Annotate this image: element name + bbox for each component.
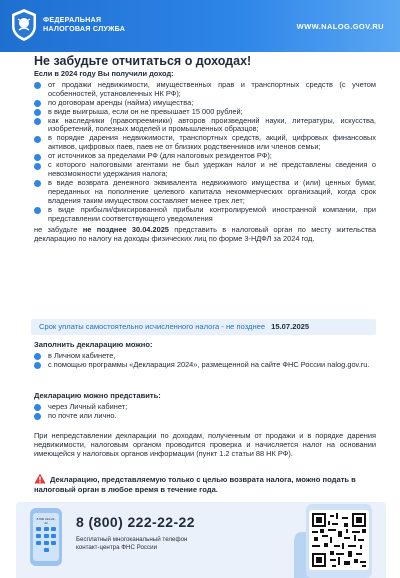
submit-section bbox=[34, 391, 376, 420]
list-item: от продажи недвижимости, имущественных прав и транспортных средств (с учетом особенностей, установленных НК РФ); bbox=[34, 81, 376, 99]
payment-deadline-date: 15.07.2025 bbox=[271, 322, 310, 331]
submit-list bbox=[34, 402, 376, 420]
deadline-date: не позднее 30.04.2025 bbox=[82, 225, 169, 235]
list-item: от источников за пределами РФ (для налоговых резидентов РФ); bbox=[34, 152, 376, 161]
fill-list bbox=[34, 351, 376, 369]
submit-heading: Декларацию можно представить: bbox=[34, 391, 161, 400]
list-item: по договорам аренды (найма) имущества; bbox=[34, 99, 376, 108]
bullet-icon bbox=[34, 136, 41, 143]
list-item: в виде прибыли/фиксированной прибыли контролируемой иностранной компании, при представлении соответствующего уведомления bbox=[34, 206, 376, 224]
site-link[interactable]: WWW.NALOG.GOV.RU bbox=[296, 22, 384, 31]
page-title: Не забудьте отчитаться о доходах! bbox=[34, 54, 252, 68]
org-name-line-1: ФЕДЕРАЛЬНАЯ bbox=[43, 15, 102, 24]
warning-icon bbox=[34, 473, 46, 484]
qr-code[interactable] bbox=[309, 510, 369, 570]
bullet-icon bbox=[34, 404, 41, 411]
bullet-icon bbox=[34, 154, 41, 161]
list-item: в порядке дарения недвижимости, транспортных средств, акций, цифровых финансовых активов, цифровых паев, паев не от близких родственников или членов семьи; bbox=[34, 134, 376, 152]
phone-icon bbox=[30, 508, 62, 566]
list-item: с помощью программы «Декларация 2024», размещенной на сайте ФНС России nalog.gov.ru. bbox=[34, 360, 376, 369]
bullet-icon bbox=[34, 109, 41, 116]
footer-panel bbox=[16, 502, 386, 578]
income-list bbox=[34, 81, 376, 224]
payment-deadline-text: Срок уплаты самостоятельно исчисленного налога - не позднее bbox=[39, 322, 266, 331]
fill-section bbox=[34, 340, 376, 369]
hotline-number[interactable]: 8 (800) 222-22-22 bbox=[76, 514, 195, 530]
list-item: в виде выигрыша, если он не превышает 15 000 рублей; bbox=[34, 108, 376, 117]
income-lead: Если в 2024 году Вы получили доход: bbox=[34, 69, 174, 78]
fill-heading: Заполнить декларацию можно: bbox=[34, 340, 153, 349]
list-item: в виде возврата денежного эквивалента недвижимого имущества и (или) ценных бумаг, переданных на пополнение целевого капитала некоммерческих организаций, когда срок владения таким имуществом составляет менее трех лет; bbox=[34, 179, 376, 206]
phone-screen bbox=[33, 513, 59, 561]
org-name-line-2: НАЛОГОВАЯ СЛУЖБА bbox=[43, 24, 126, 33]
bullet-icon bbox=[34, 118, 41, 125]
bullet-icon bbox=[34, 413, 41, 420]
bullet-icon bbox=[34, 353, 41, 360]
bullet-icon bbox=[34, 362, 41, 369]
warning-note: Декларацию, представляемую только с целью возврата налога, можно подать в налоговый орган в любое время в течение года. bbox=[34, 475, 356, 494]
bullet-icon bbox=[34, 163, 41, 170]
list-item: с которого налоговыми агентами не был удержан налог и не представлены сведения о невозможности удержания налога; bbox=[34, 161, 376, 179]
list-item: через Личный кабинет; bbox=[34, 402, 376, 411]
list-item: в Личном кабинете, bbox=[34, 351, 376, 360]
hotline-caption: Бесплатный многоканальный телефон контакт-центра ФНС России bbox=[76, 536, 188, 551]
income-section bbox=[34, 70, 376, 244]
bullet-icon bbox=[34, 180, 41, 187]
list-item: по почте или лично. bbox=[34, 411, 376, 420]
bullet-icon bbox=[34, 82, 41, 89]
list-item: как наследники (правопреемники) авторов произведений науки, литературы, искусства, изобретений, полезных моделей и промышленных образцов; bbox=[34, 117, 376, 135]
header-bar bbox=[0, 0, 400, 52]
bullet-icon bbox=[34, 100, 41, 107]
bullet-icon bbox=[34, 207, 41, 214]
org-name bbox=[43, 15, 153, 33]
deadline-paragraph: не забудьте не позднее 30.04.2025 представить в налоговый орган по месту жительства декларацию по налогу на доходы физических лиц по форме 3-НДФЛ за 2024 год. bbox=[34, 225, 376, 244]
payment-deadline-box bbox=[31, 319, 376, 335]
fns-emblem-icon bbox=[10, 8, 38, 42]
phone-number-small: 8 800 222-22-22 bbox=[36, 517, 56, 525]
info-paragraph: При непредставлении декларации по доходам, полученным от продажи и в порядке дарения недвижимости, налоговым органом проводится проверка и начисляется налог на основании имеющейся у налоговых органов информации (пункт 1.2 статьи 88 НК РФ). bbox=[34, 431, 376, 458]
qr-code-icon bbox=[312, 513, 366, 567]
